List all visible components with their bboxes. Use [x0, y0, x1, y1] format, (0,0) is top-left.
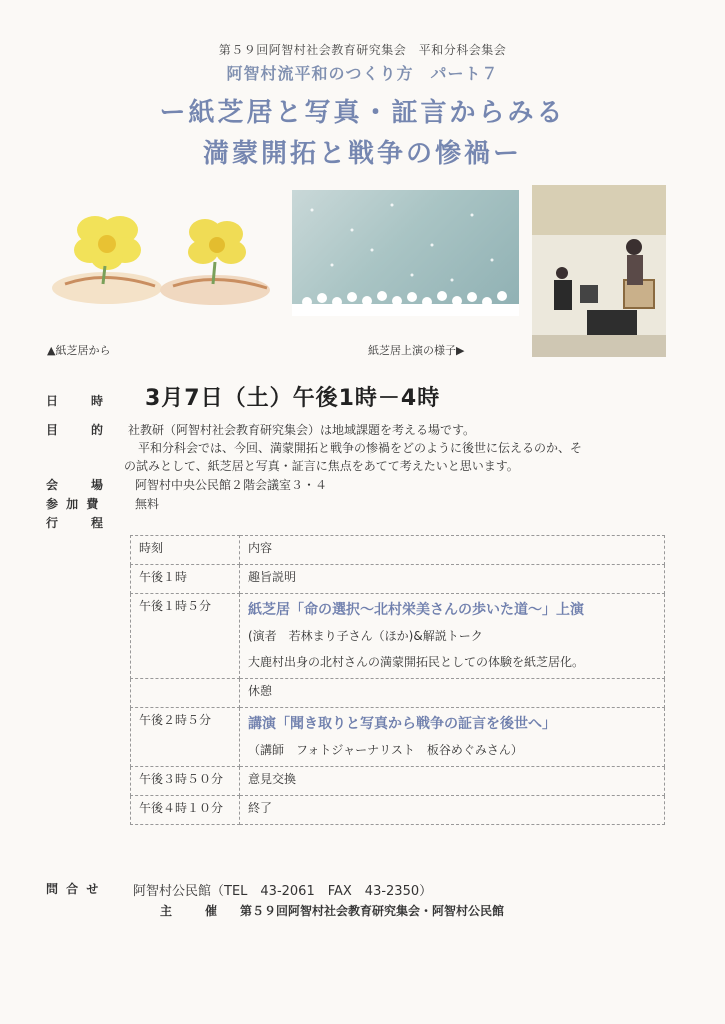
main-title-line1: ー紙芝居と写真・証言からみる [159, 98, 566, 128]
contact-label: 問 合 せ [46, 882, 101, 896]
fee-value: 無料 [135, 497, 160, 511]
purpose-line1: 社教研（阿智村社会教育研究集会）は地域課題を考える場です。 [128, 423, 476, 437]
row-time: 午後３時５０分 [131, 767, 240, 796]
contact-value: 阿智村公民館（TEL 43-2061 FAX 43-2350） [133, 884, 433, 899]
purpose-line2: 平和分科会では、今回、満蒙開拓と戦争の惨禍をどのように後世に伝えるのか、そ [138, 441, 583, 455]
header-content: 内容 [240, 536, 665, 565]
row-time: 午後２時５分 [131, 708, 240, 767]
fee-label: 参 加 費 [46, 497, 101, 511]
purpose-label: 目 的 [46, 423, 107, 437]
kamishibai-title: 紙芝居「命の選択～北村栄美さんの歩いた道～」上演 [248, 602, 584, 618]
lecturer-line: （講師 フォトジャーナリスト 板谷めぐみさん） [248, 743, 523, 757]
row-content: 休憩 [240, 679, 665, 708]
row-time: 午後４時１０分 [131, 796, 240, 825]
table-row [131, 708, 665, 767]
table-row [131, 594, 665, 679]
row-content: 終了 [240, 796, 665, 825]
event-date: 3月7日（土）午後1時－4時 [145, 386, 441, 411]
kamishibai-snow-image [292, 190, 519, 316]
row-content: 意見交換 [240, 767, 665, 796]
caption-left: ▲紙芝居から [47, 344, 111, 357]
kamishibai-flowers-image [45, 200, 275, 310]
row-time [131, 679, 240, 708]
row-content [240, 708, 665, 767]
schedule-label: 行 程 [46, 516, 107, 530]
description-line: 大鹿村出身の北村さんの満蒙開拓民としての体験を紙芝居化。 [248, 655, 585, 669]
venue-label: 会 場 [46, 478, 107, 492]
series-title: 阿智村流平和のつくり方 パート７ [226, 64, 499, 83]
performance-photo [532, 185, 666, 357]
table-header-row [131, 536, 665, 565]
table-row [131, 565, 665, 594]
lecture-title: 講演「聞き取りと写真から戦争の証言を後世へ」 [248, 716, 556, 732]
caption-right: 紙芝居上演の様子▶ [368, 344, 465, 357]
host-label: 主 催 [160, 904, 221, 918]
meeting-subtitle: 第５９回阿智村社会教育研究集会 平和分科会集会 [218, 43, 507, 57]
schedule-table [130, 535, 665, 825]
table-row [131, 767, 665, 796]
table-row [131, 679, 665, 708]
performer-line: (演者 若林まり子さん（ほか)&解説トーク [248, 629, 483, 643]
row-content [240, 594, 665, 679]
header-time: 時刻 [131, 536, 240, 565]
row-time: 午後１時 [131, 565, 240, 594]
row-time: 午後１時５分 [131, 594, 240, 679]
purpose-line3: の試みとして、紙芝居と写真・証言に焦点をあてて考えたいと思います。 [124, 459, 519, 473]
host-value: 第５９回阿智村社会教育研究集会・阿智村公民館 [240, 904, 505, 918]
venue-value: 阿智村中央公民館２階会議室３・４ [135, 478, 328, 492]
main-title-line2: 満蒙開拓と戦争の惨禍ー [202, 139, 522, 169]
row-content: 趣旨説明 [240, 565, 665, 594]
table-row [131, 796, 665, 825]
date-label: 日 時 [46, 394, 107, 408]
